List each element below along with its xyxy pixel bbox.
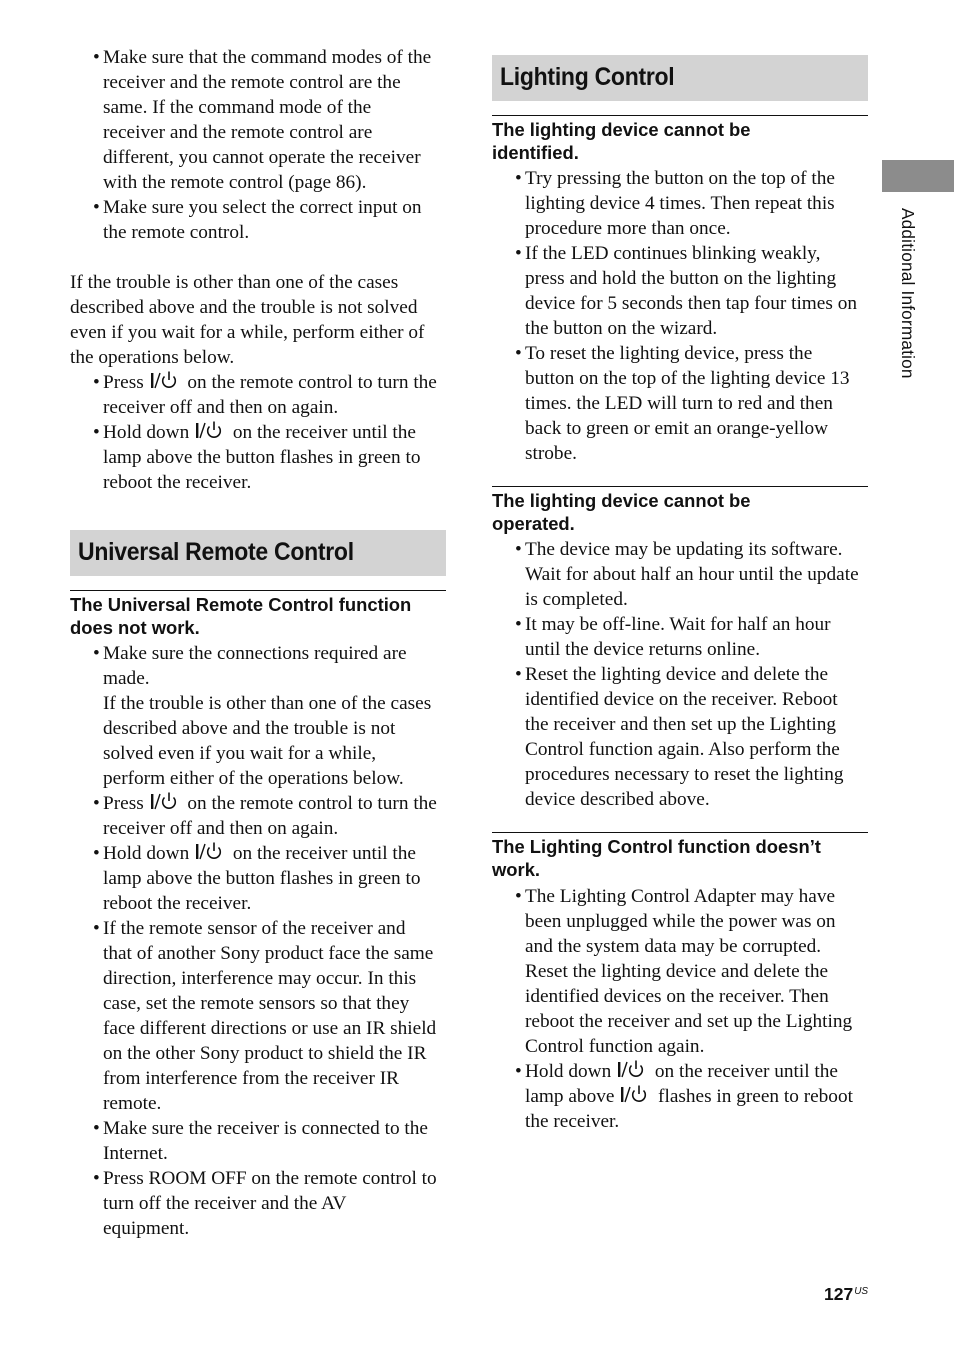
bullet-marker: • [515,886,522,907]
subsection-title-line: work. [492,859,541,880]
subsection-title-line: The Lighting Control function doesn’t [492,836,821,857]
text-fragment: on the remote control to turn the [182,793,437,814]
text-fragment: on the receiver until the [228,422,416,443]
text-line: Wait for about half an hour until the update [525,564,859,585]
text-line: Internet. [103,1143,168,1164]
text-line: press and hold the button on the lighting [525,268,837,289]
text-line: times. the LED will turn to red and then [525,393,833,414]
text-line: lamp above the button flashes in green to [103,868,421,889]
text-line: To reset the lighting device, press the [525,343,813,364]
text-line: It may be off-line. Wait for half an hour [525,614,831,635]
text-line: receiver and the remote control are [103,122,373,143]
text-fragment: lamp above [525,1086,620,1107]
bullet-marker: • [93,372,100,393]
text-line: receiver off and then on again. [103,397,339,418]
subsection-heading [492,486,868,535]
text-line: Press ROOM OFF on the remote control to [103,1168,437,1189]
text-line: strobe. [525,443,577,464]
bullet-marker: • [515,614,522,635]
page-number [824,1280,868,1306]
subsection-heading [492,832,868,881]
text-line: Make sure you select the correct input on [103,197,422,218]
power-standby-icon [620,1084,652,1104]
text-line: same. If the command mode of the [103,97,372,118]
text-line: Make sure the receiver is connected to the [103,1118,428,1139]
text-line: the button on the wizard. [525,318,718,339]
section-heading-band [70,530,446,576]
text-fragment: Press [103,372,149,393]
bullet-marker: • [93,1118,100,1139]
text-line: until the device returns online. [525,639,761,660]
text-line: described above and the trouble is not solved [70,297,418,318]
text-line: face different directions or use an IR shield [103,1018,437,1039]
bullet-marker: • [515,168,522,189]
subsection-title-line: identified. [492,142,579,163]
text-line: even if you wait for a while, perform either of [70,322,425,343]
text-line: identified device on the receiver. Reboot [525,689,838,710]
text-line: device described above. [525,789,710,810]
text-line: with the remote control (page 86). [103,172,367,193]
bullet-marker: • [93,1168,100,1189]
text-line: the receiver. [525,1111,620,1132]
text-line: identified devices on the receiver. Then [525,986,829,1007]
bullet-marker: • [93,643,100,664]
text-line: perform either of the operations below. [103,768,404,789]
bullet-marker: • [93,47,100,68]
text-fragment: on the receiver until the [228,843,416,864]
text-line: been unplugged while the power was on [525,911,836,932]
text-line: solved even if you wait for a while, [103,743,377,764]
text-fragment: Press [103,793,149,814]
bullet-marker: • [515,1061,522,1082]
text-line: If the trouble is other than one of the cases [70,272,399,293]
text-line: lamp above the button flashes in green to [103,447,421,468]
subsection-title-line: does not work. [70,617,200,638]
power-standby-icon [150,791,182,811]
text-line: the operations below. [70,347,235,368]
text-line: If the remote sensor of the receiver and [103,918,406,939]
bullet-marker: • [93,793,100,814]
subsection-title-line: The lighting device cannot be [492,119,751,140]
text-line: the remote control. [103,222,250,243]
text-line: Make sure that the command modes of the [103,47,432,68]
section-heading-band [492,55,868,101]
bullet-marker: • [515,664,522,685]
text-line: different, you cannot operate the receiver [103,147,421,168]
text-line: The Lighting Control Adapter may have [525,886,836,907]
text-line: case, set the remote sensors so that they [103,993,410,1014]
text-fragment: on the receiver until the [650,1061,838,1082]
text-line: reboot the receiver. [103,472,252,493]
power-standby-icon [195,841,227,861]
text-line: Try pressing the button on the top of the [525,168,835,189]
text-line: remote. [103,1093,162,1114]
page-region-code: US [854,1286,869,1297]
bullet-marker: • [515,343,522,364]
bullet-marker: • [515,539,522,560]
paragraph [70,270,424,370]
power-standby-icon [617,1059,649,1079]
subsection-title-line: The lighting device cannot be [492,490,751,511]
text-line: procedure more than once. [525,218,731,239]
subsection-heading [492,115,868,164]
text-line: receiver off and then on again. [103,818,339,839]
text-line: direction, interference may occur. In this [103,968,417,989]
text-line: If the LED continues blinking weakly, [525,243,821,264]
text-line: lighting device 4 times. Then repeat this [525,193,835,214]
side-tab-label: Additional Information [898,208,918,379]
text-line: made. [103,668,150,689]
text-line: that of another Sony product face the same [103,943,434,964]
side-tab-marker [882,160,954,192]
text-line: back to green or emit an orange-yellow [525,418,829,439]
text-fragment: on the remote control to turn the [182,372,437,393]
text-line: and the system data may be corrupted. [525,936,822,957]
text-line: The device may be updating its software. [525,539,843,560]
text-line: procedures necessary to reset the lighting [525,764,844,785]
text-line: turn off the receiver and the AV [103,1193,347,1214]
bullet-marker: • [93,422,100,443]
text-line: device for 5 seconds then tap four times on [525,293,857,314]
text-line: receiver and the remote control are the [103,72,401,93]
bullet-marker: • [93,843,100,864]
power-standby-icon [195,420,227,440]
bullet-marker: • [515,243,522,264]
text-line: is completed. [525,589,628,610]
text-line: the receiver and then set up the Lighting [525,714,837,735]
text-line: Reset the lighting device and delete the [525,664,829,685]
section-title: Universal Remote Control [78,538,354,566]
text-line: described above and the trouble is not [103,718,396,739]
text-fragment: Hold down [103,422,195,443]
bullet-marker: • [93,918,100,939]
text-line: on the other Sony product to shield the IR [103,1043,427,1064]
section-title: Lighting Control [500,63,675,91]
text-line: Reset the lighting device and delete the [525,961,829,982]
bullet-marker: • [93,197,100,218]
text-line: reboot the receiver and set up the Lighting [525,1011,853,1032]
text-line: Control function again. [525,1036,705,1057]
text-line: Control function again. Also perform the [525,739,840,760]
text-line: If the trouble is other than one of the cases [103,693,432,714]
text-line: reboot the receiver. [103,893,252,914]
text-line: Make sure the connections required are [103,643,407,664]
page-number-value: 127 [824,1284,854,1304]
text-line: from interference from the receiver IR [103,1068,400,1089]
text-fragment: Hold down [525,1061,617,1082]
subsection-heading [70,590,446,639]
text-line: button on the top of the lighting device 13 [525,368,850,389]
subsection-title-line: The Universal Remote Control function [70,594,412,615]
text-fragment: Hold down [103,843,195,864]
power-standby-icon [150,370,182,390]
subsection-title-line: operated. [492,513,575,534]
text-fragment: flashes in green to reboot [653,1086,853,1107]
text-line: equipment. [103,1218,190,1239]
